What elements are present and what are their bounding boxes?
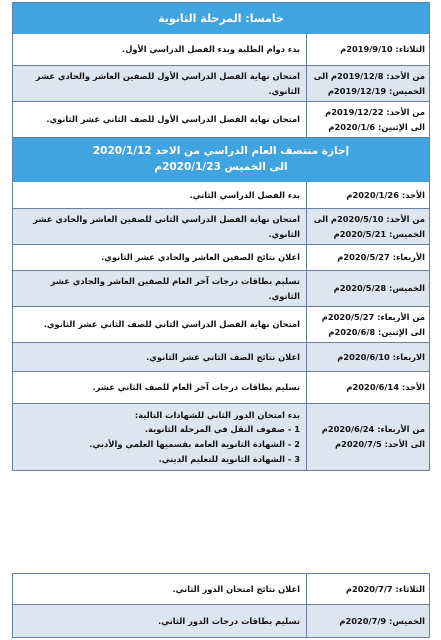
table-row — [13, 307, 429, 343]
event-cell: تسليم بطاقات درجات آخر العام للصف الثاني عشر. — [13, 372, 307, 403]
table-row — [13, 574, 429, 605]
calendar-table-continued — [12, 573, 430, 638]
date-cell: الخميس: 2020/5/28م — [333, 283, 425, 294]
date-line: من الأربعاء: 2020/6/24م — [321, 424, 425, 435]
event-cell: بدء دوام الطلبة وبدء الفصل الدراسي الأول. — [13, 34, 307, 65]
break-header — [13, 138, 429, 182]
table-row — [13, 271, 429, 307]
table-row — [13, 182, 429, 209]
table-row — [13, 245, 429, 271]
event-line: بدء امتحان الدور الثاني للشهادات التالية: — [134, 409, 300, 420]
event-cell: اعلان نتائج الصف الثاني عشر الثانوي. — [13, 343, 307, 371]
break-header-line2: الى الخميس 2020/1/23م — [154, 161, 288, 173]
date-cell: من الأحد: 2019/12/22م الى الإثنين: 2020/1/6م — [325, 106, 425, 132]
table-row — [13, 404, 429, 470]
calendar-table — [12, 2, 430, 471]
table-row — [13, 209, 429, 245]
date-cell: الخميس: 2020/7/9م — [339, 615, 425, 626]
date-cell: الأحد: 2020/1/26م — [346, 189, 425, 200]
break-header-line1: إجازة منتصف العام الدراسي من الاحد 2020/1/12 — [92, 145, 350, 158]
date-cell — [307, 404, 429, 470]
date-cell: الثلاثاء: 2019/9/10م — [340, 44, 425, 55]
date-cell: الأربعاء: 2020/5/27م — [337, 252, 425, 263]
date-cell: الاربعاء: 2020/6/10م — [337, 351, 425, 362]
table-row — [13, 372, 429, 404]
event-cell: امتحان نهاية الفصل الدراسي الثاني للصفين العاشر والحادي عشر الثانوي. — [13, 209, 307, 244]
event-cell: امتحان نهاية الفصل الدراسي الأول للصف الثاني عشر الثانوي. — [13, 102, 307, 137]
date-cell: من الأحد: 2020/5/10م الى الخميس: 2020/5/21م — [313, 213, 425, 239]
event-cell: امتحان نهاية الفصل الدراسي الأول للصفين العاشر والحادي عشر الثانوي. — [13, 66, 307, 101]
event-line: 1 - صفوف النقل في المرحلة الثانوية. — [144, 424, 300, 435]
table-row — [13, 605, 429, 637]
table-row — [13, 343, 429, 372]
event-cell: اعلان نتائج الصفين العاشر والحادي عشر الثانوي. — [13, 245, 307, 270]
table-row — [13, 66, 429, 102]
date-cell: من الأحد: 2019/12/8م الى الخميس: 2019/12/19م — [313, 70, 425, 96]
table-row — [13, 102, 429, 138]
event-cell: تسليم بطاقات درجات الدور الثاني. — [13, 605, 307, 637]
date-cell: الأحد: 2020/6/14م — [346, 382, 425, 393]
event-line: 2 - الشهادة الثانوية العامة بقسميها العلمي والأدبي. — [89, 439, 300, 449]
section-header — [13, 3, 429, 34]
event-cell: امتحان نهاية الفصل الدراسي الثاني للصف الثاني عشر الثانوي. — [13, 307, 307, 342]
section-header-text: خامسا: المرحلة الثانوية — [158, 12, 284, 25]
event-line: 3 - الشهادة الثانوية للتعليم الديني. — [158, 453, 300, 464]
event-cell: تسليم بطاقات درجات آخر العام للصفين العاشر والحادي عشر الثانوي. — [13, 271, 307, 306]
date-line: الى الأحد: 2020/7/5م — [334, 439, 425, 449]
table-row — [13, 34, 429, 66]
event-cell — [13, 404, 307, 470]
date-cell: الثلاثاء: 2020/7/7م — [345, 583, 425, 594]
event-cell: اعلان نتائج امتحان الدور الثاني. — [13, 574, 307, 604]
event-cell: بدء الفصل الدراسي الثاني. — [13, 182, 307, 208]
date-cell: من الأربعاء: 2020/5/27م الى الإثنين: 2020/6/8م — [321, 311, 425, 337]
